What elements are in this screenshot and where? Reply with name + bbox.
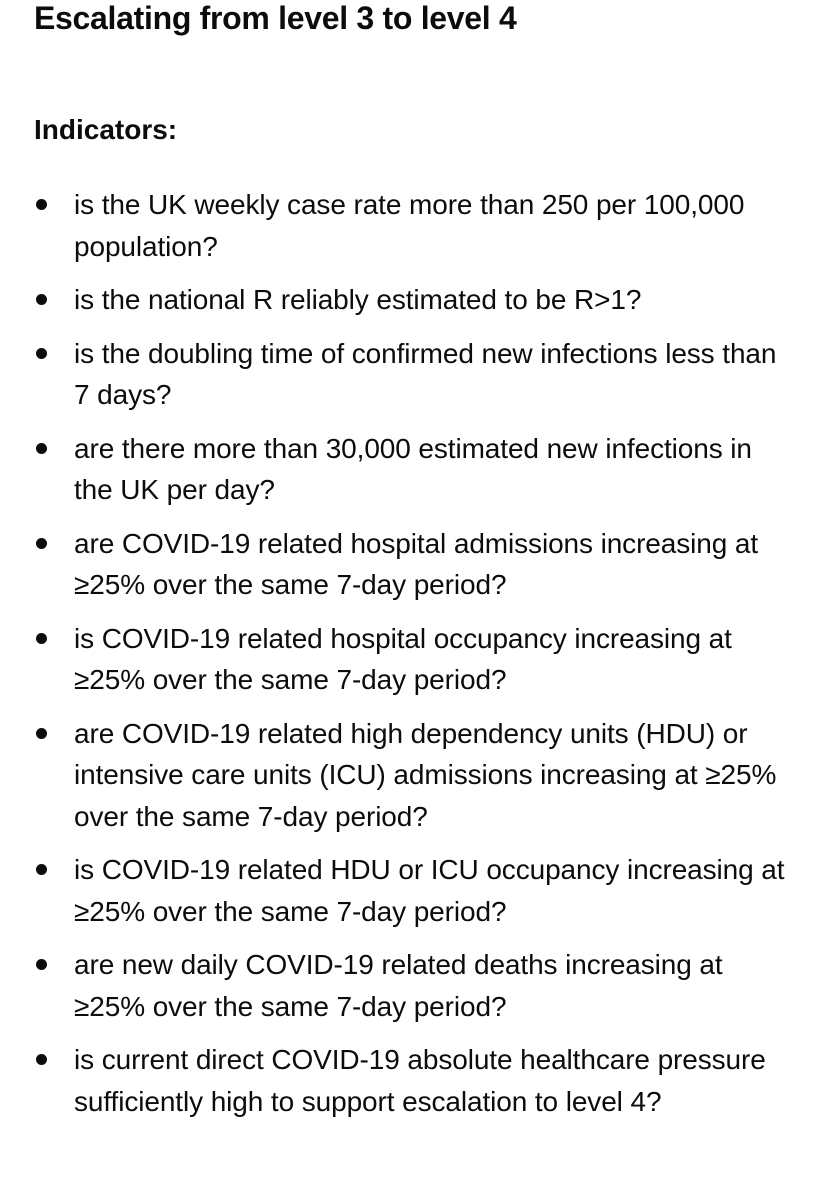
indicator-text: are COVID-19 related high dependency units (HDU) or intensive care units (ICU) admissions increasing at ≥25% over the same 7-day period? bbox=[74, 717, 777, 832]
list-item bbox=[34, 428, 785, 511]
list-item bbox=[34, 333, 785, 416]
list-item bbox=[34, 279, 785, 321]
indicator-text: is COVID-19 related hospital occupancy increasing at ≥25% over the same 7-day period? bbox=[74, 622, 732, 695]
bullet-icon bbox=[36, 294, 47, 305]
bullet-icon bbox=[36, 199, 47, 210]
indicator-text: are COVID-19 related hospital admissions increasing at ≥25% over the same 7-day period? bbox=[74, 527, 759, 600]
indicator-text: is current direct COVID-19 absolute healthcare pressure sufficiently high to support escalation to level 4? bbox=[74, 1044, 766, 1117]
bullet-icon bbox=[36, 1054, 47, 1065]
bullet-icon bbox=[36, 728, 47, 739]
indicator-text: is COVID-19 related HDU or ICU occupancy increasing at ≥25% over the same 7-day period? bbox=[74, 854, 785, 927]
bullet-icon bbox=[36, 348, 47, 359]
list-item bbox=[34, 184, 785, 267]
indicator-list bbox=[34, 184, 785, 1122]
indicator-text: is the doubling time of confirmed new infections less than 7 days? bbox=[74, 337, 777, 410]
indicator-text: are there more than 30,000 estimated new infections in the UK per day? bbox=[74, 432, 752, 505]
indicator-text: is the UK weekly case rate more than 250 per 100,000 population? bbox=[74, 189, 745, 262]
list-item bbox=[34, 849, 785, 932]
list-item bbox=[34, 618, 785, 701]
list-item bbox=[34, 523, 785, 606]
indicators-heading: Indicators: bbox=[34, 114, 178, 145]
bullet-icon bbox=[36, 864, 47, 875]
list-item bbox=[34, 944, 785, 1027]
page-title: Escalating from level 3 to level 4 bbox=[34, 0, 517, 36]
bullet-icon bbox=[36, 538, 47, 549]
indicator-text: is the national R reliably estimated to be R>1? bbox=[74, 284, 642, 315]
bullet-icon bbox=[36, 443, 47, 454]
bullet-icon bbox=[36, 633, 47, 644]
list-item bbox=[34, 1039, 785, 1122]
indicator-text: are new daily COVID-19 related deaths increasing at ≥25% over the same 7-day period? bbox=[74, 949, 723, 1022]
bullet-icon bbox=[36, 959, 47, 970]
list-item bbox=[34, 713, 785, 838]
